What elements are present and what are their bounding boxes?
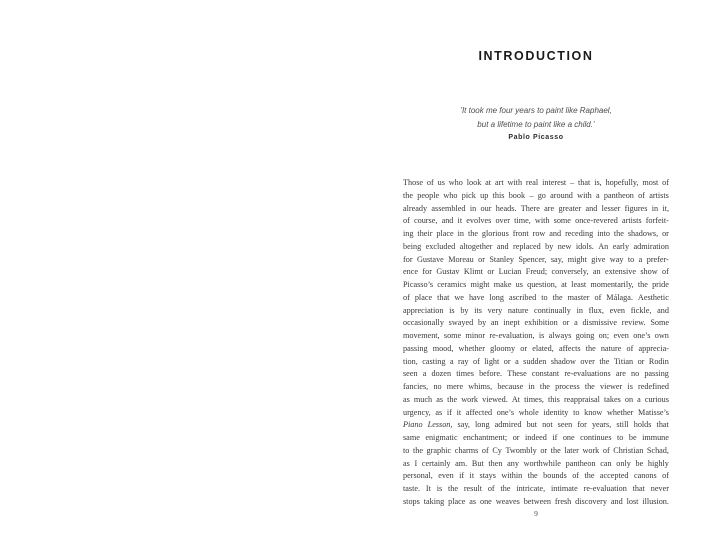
body-paragraph — [403, 177, 669, 509]
body-line: Picasso’s ceramics might make us question, at least momentarily, the pride — [403, 280, 669, 289]
body-line: the people who pick up this book – go around with a pantheon of artists — [403, 190, 669, 200]
body-line: personal, even if it stays within the bounds of the accepted canons of — [403, 471, 669, 481]
body-line: ing their place in the glorious front row and receding into the shadows, or — [403, 229, 669, 238]
body-line: Piano Lesson, say, long admired but not seen for years, still holds that — [403, 420, 669, 430]
body-line: to the graphic charms of Cy Twombly or the later work of Christian Schad, — [403, 445, 669, 455]
body-line: stops taking place as one weaves between fresh discovery and lost illusion. — [403, 496, 669, 506]
body-line: ence for Gustav Klimt or Lucian Freud; conversely, an extensive show of — [403, 267, 669, 277]
right-page — [403, 0, 669, 551]
body-line: already assembled in our heads. There are greater and lesser figures in it, — [403, 203, 669, 213]
quote-line: but a lifetime to paint like a child.’ — [477, 119, 595, 129]
body-line: as much as the work viewed. At times, this reappraisal takes on a curious — [403, 394, 669, 404]
quote-line: ’It took me four years to paint like Raphael, — [460, 106, 612, 115]
body-line: appreciation is by its very nature continually in flux, even fickle, and — [403, 305, 669, 315]
body-line: same enigmatic enchantment; or indeed if one continues to be immune — [403, 433, 669, 442]
body-line: occasionally swayed by an inept exhibition or a dismissive review. Some — [403, 318, 669, 328]
body-line: movement, some minor re-evaluation, is always going on; even one’s own — [403, 331, 669, 340]
page-number: 9 — [534, 509, 538, 518]
epigraph-quote — [403, 104, 669, 131]
body-line: seen a dozen times before. These constant re-evaluations are no passing — [403, 369, 669, 379]
epigraph — [403, 104, 669, 141]
body-line: fancies, no mere whims, because in the process the viewer is redefined — [403, 382, 669, 391]
body-line: as I certainly am. But then any worthwhile pantheon can only be highly — [403, 458, 669, 468]
body-line: of course, and it evolves over time, with some once-revered artists forfeit- — [403, 216, 669, 226]
body-line: being excluded altogether and replaced by new idols. An early admiration — [403, 241, 669, 251]
body-line: of place that we have long ascribed to the master of Málaga. Aesthetic — [403, 292, 669, 302]
body-line: for Gustave Moreau or Stanley Spencer, say, might give way to a prefer- — [403, 254, 669, 264]
body-line: passing mood, whether gloomy or elated, affects the nature of apprecia- — [403, 343, 669, 353]
body-line: taste. It is the result of the intricate, intimate re-evaluation that never — [403, 484, 669, 493]
chapter-title: INTRODUCTION — [478, 49, 594, 63]
quote-attribution: Pablo Picasso — [508, 133, 564, 141]
body-line: Those of us who look at art with real interest – that is, hopefully, most of — [403, 178, 669, 187]
body-line: tion, casting a ray of light or a sudden shadow over the Titian or Rodin — [403, 356, 669, 366]
body-line: urgency, as if it affected one’s whole identity to know whether Matisse’s — [403, 407, 669, 417]
